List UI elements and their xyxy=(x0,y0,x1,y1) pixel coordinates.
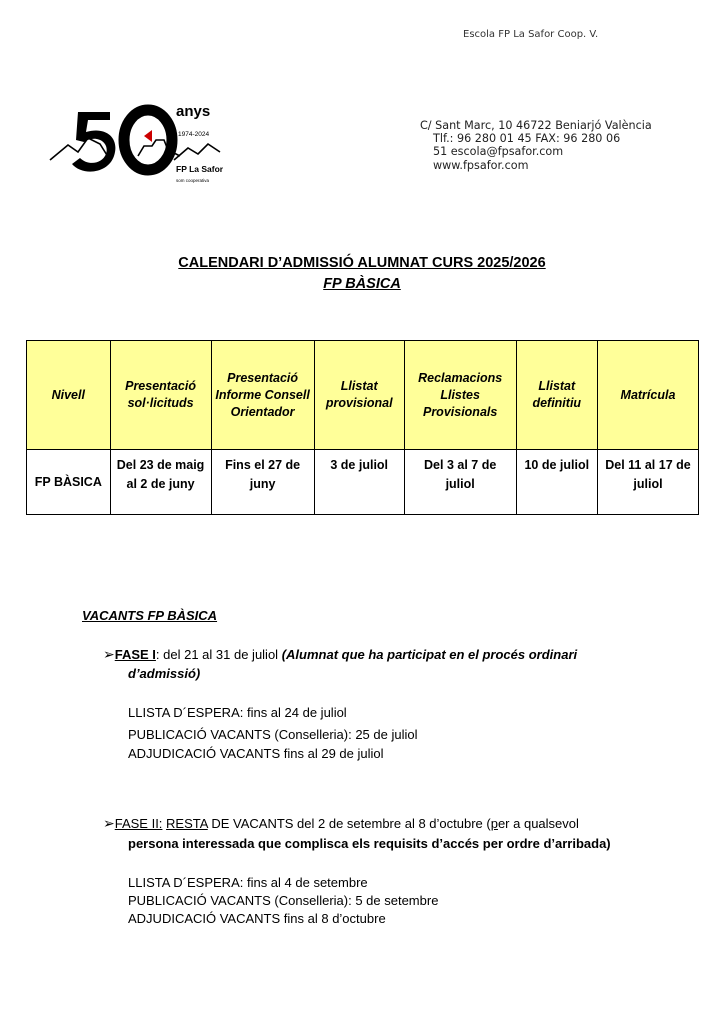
fase2-publicacio: PUBLICACIÓ VACANTS (Conselleria): 5 de setembre xyxy=(128,893,439,908)
fase1-dates: : del 21 al 31 de juliol xyxy=(155,647,282,662)
fase2-dates: DE VACANTS del 2 de setembre al 8 d’octubre ( xyxy=(207,816,491,831)
address-phone: Tlf.: 96 280 01 45 FAX: 96 280 06 xyxy=(433,132,621,146)
col-header-nivell: Nivell xyxy=(27,341,111,450)
fase2-resta: RESTA xyxy=(166,816,208,831)
header-note: Escola FP La Safor Coop. V. xyxy=(463,29,599,40)
cell-matricula: Del 11 al 17 de juliol xyxy=(597,450,698,515)
col-header-presentacio-sollicituds: Presentació sol·licituds xyxy=(110,341,211,450)
fase1-heading xyxy=(103,644,663,665)
cell-reclamacions: Del 3 al 7 de juliol xyxy=(404,450,516,515)
address-email: 51 escola@fpsafor.com xyxy=(433,145,564,159)
fase2-adjudicacio: ADJUDICACIÓ VACANTS fins al 8 d’octubre xyxy=(128,911,386,926)
page-subtitle: FP BÀSICA xyxy=(323,276,401,292)
arrow-bullet-icon: ➢ xyxy=(103,646,115,662)
col-header-reclamacions: Reclamacions Llistes Provisionals xyxy=(404,341,516,450)
fase1-publicacio: PUBLICACIÓ VACANTS (Conselleria): 25 de juliol xyxy=(128,727,418,742)
school-address xyxy=(420,119,652,172)
address-web: www.fpsafor.com xyxy=(433,158,529,172)
fase1-note-cont: d’admissió) xyxy=(128,666,201,681)
fase2-note: persona interessada que complisca els requisits d’accés per ordre d’arribada) xyxy=(128,836,611,851)
col-header-llistat-definitiu: Llistat definitiu xyxy=(516,341,597,450)
table-row xyxy=(27,450,699,515)
cell-nivell: FP BÀSICA xyxy=(27,450,111,515)
fase1-label: FASE I xyxy=(114,647,156,662)
school-logo xyxy=(48,100,228,190)
vacants-title: VACANTS FP BÀSICA xyxy=(82,608,218,623)
logo-tagline: som cooperativa xyxy=(176,178,210,183)
logo-name: FP La Safor xyxy=(176,164,224,174)
arrow-bullet-icon: ➢ xyxy=(103,815,115,831)
col-header-informe-consell: Presentació Informe Consell Orientador xyxy=(211,341,314,450)
logo-anys: anys xyxy=(176,103,211,120)
fase1-llista-espera: LLISTA D´ESPERA: fins al 24 de juliol xyxy=(128,705,347,720)
page-title: CALENDARI D’ADMISSIÓ ALUMNAT CURS 2025/2026 xyxy=(178,255,546,271)
col-header-llistat-provisional: Llistat provisional xyxy=(314,341,404,450)
address-line-1: C/ Sant Marc, 10 46722 Beniarjó València xyxy=(420,119,652,132)
table-header-row xyxy=(27,341,699,450)
cell-informe: Fins el 27 de juny xyxy=(211,450,314,515)
fase2-heading: ➢FASE II: RESTA DE VACANTS del 2 de setembre al 8 d’octubre (per a qualsevol xyxy=(103,815,579,831)
fase2-label: FASE II: xyxy=(114,816,163,831)
cell-presentacio: Del 23 de maig al 2 de juny xyxy=(110,450,211,515)
admission-calendar-table xyxy=(26,340,699,515)
logo-years: 1974-2024 xyxy=(178,131,210,138)
fase1-note: (Alumnat que ha participat en el procés ordinari xyxy=(281,647,578,662)
fase2-llista-espera: LLISTA D´ESPERA: fins al 4 de setembre xyxy=(128,875,368,890)
fase1-adjudicacio: ADJUDICACIÓ VACANTS fins al 29 de juliol xyxy=(128,746,384,761)
cell-provisional: 3 de juliol xyxy=(314,450,404,515)
col-header-matricula: Matrícula xyxy=(597,341,698,450)
cell-definitiu: 10 de juliol xyxy=(516,450,597,515)
